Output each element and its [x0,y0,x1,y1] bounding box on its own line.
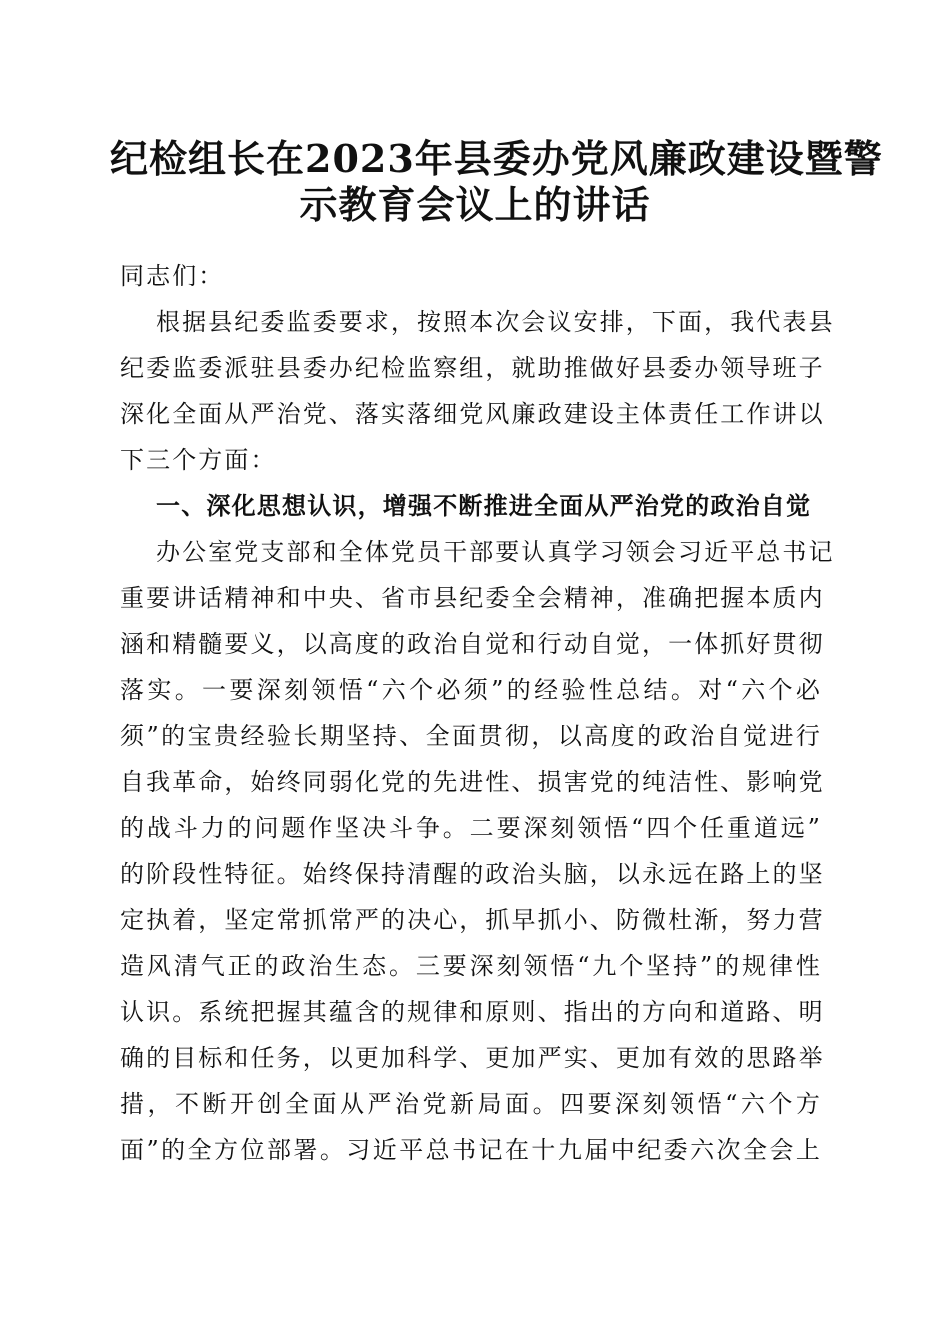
paragraph-line: 定执着，坚定常抓常严的决心，抓早抓小、防微杜渐，努力营 [120,906,825,934]
paragraph-line: 自我革命，始终同弱化党的先进性、损害党的纯洁性、影响党 [120,768,825,796]
paragraph-line: 办公室党支部和全体党员干部要认真学习领会习近平总书记 [156,538,835,566]
paragraph-line: 落实。一要深刻领悟“六个必须”的经验性总结。对“六个必 [120,676,822,704]
paragraph-line: 面”的全方位部署。习近平总书记在十九届中纪委六次全会上 [120,1136,822,1164]
intro-paragraph [120,299,835,483]
intro-line: 下三个方面： [120,446,277,474]
paragraph-line: 的战斗力的问题作坚决斗争。二要深刻领悟“四个任重道远” [120,814,822,842]
paragraph-line: 措，不断开创全面从严治党新局面。四要深刻领悟“六个方 [120,1090,822,1118]
paragraph-line: 认识。系统把握其蕴含的规律和原则、指出的方向和道路、明 [120,998,825,1026]
paragraph-line: 的阶段性特征。始终保持清醒的政治头脑，以永远在路上的坚 [120,860,825,888]
paragraph-line: 确的目标和任务，以更加科学、更加严实、更加有效的思路举 [120,1044,825,1072]
section-1-paragraph [120,529,835,1173]
intro-line: 根据县纪委监委要求，按照本次会议安排，下面，我代表县 [156,308,835,336]
document-body [120,253,835,1173]
title-line-2: 示教育会议上的讲话 [299,182,651,227]
title-line-1: 纪检组长在2023年县委办党风廉政建设暨警 [110,136,883,181]
document-title [110,136,883,228]
intro-line: 纪委监委派驻县委办纪检监察组，就助推做好县委办领导班子 [120,354,825,382]
paragraph-line: 造风清气正的政治生态。三要深刻领悟“九个坚持”的规律性 [120,952,822,980]
section-1-heading: 一、深化思想认识，增强不断推进全面从严治党的政治自觉 [156,492,812,520]
intro-line: 深化全面从严治党、落实落细党风廉政建设主体责任工作讲以 [120,400,825,428]
paragraph-line: 涵和精髓要义，以高度的政治自觉和行动自觉，一体抓好贯彻 [120,630,825,658]
paragraph-line: 须”的宝贵经验长期坚持、全面贯彻，以高度的政治自觉进行 [120,722,822,750]
salutation: 同志们： [120,262,225,290]
paragraph-line: 重要讲话精神和中央、省市县纪委全会精神，准确把握本质内 [120,584,825,612]
